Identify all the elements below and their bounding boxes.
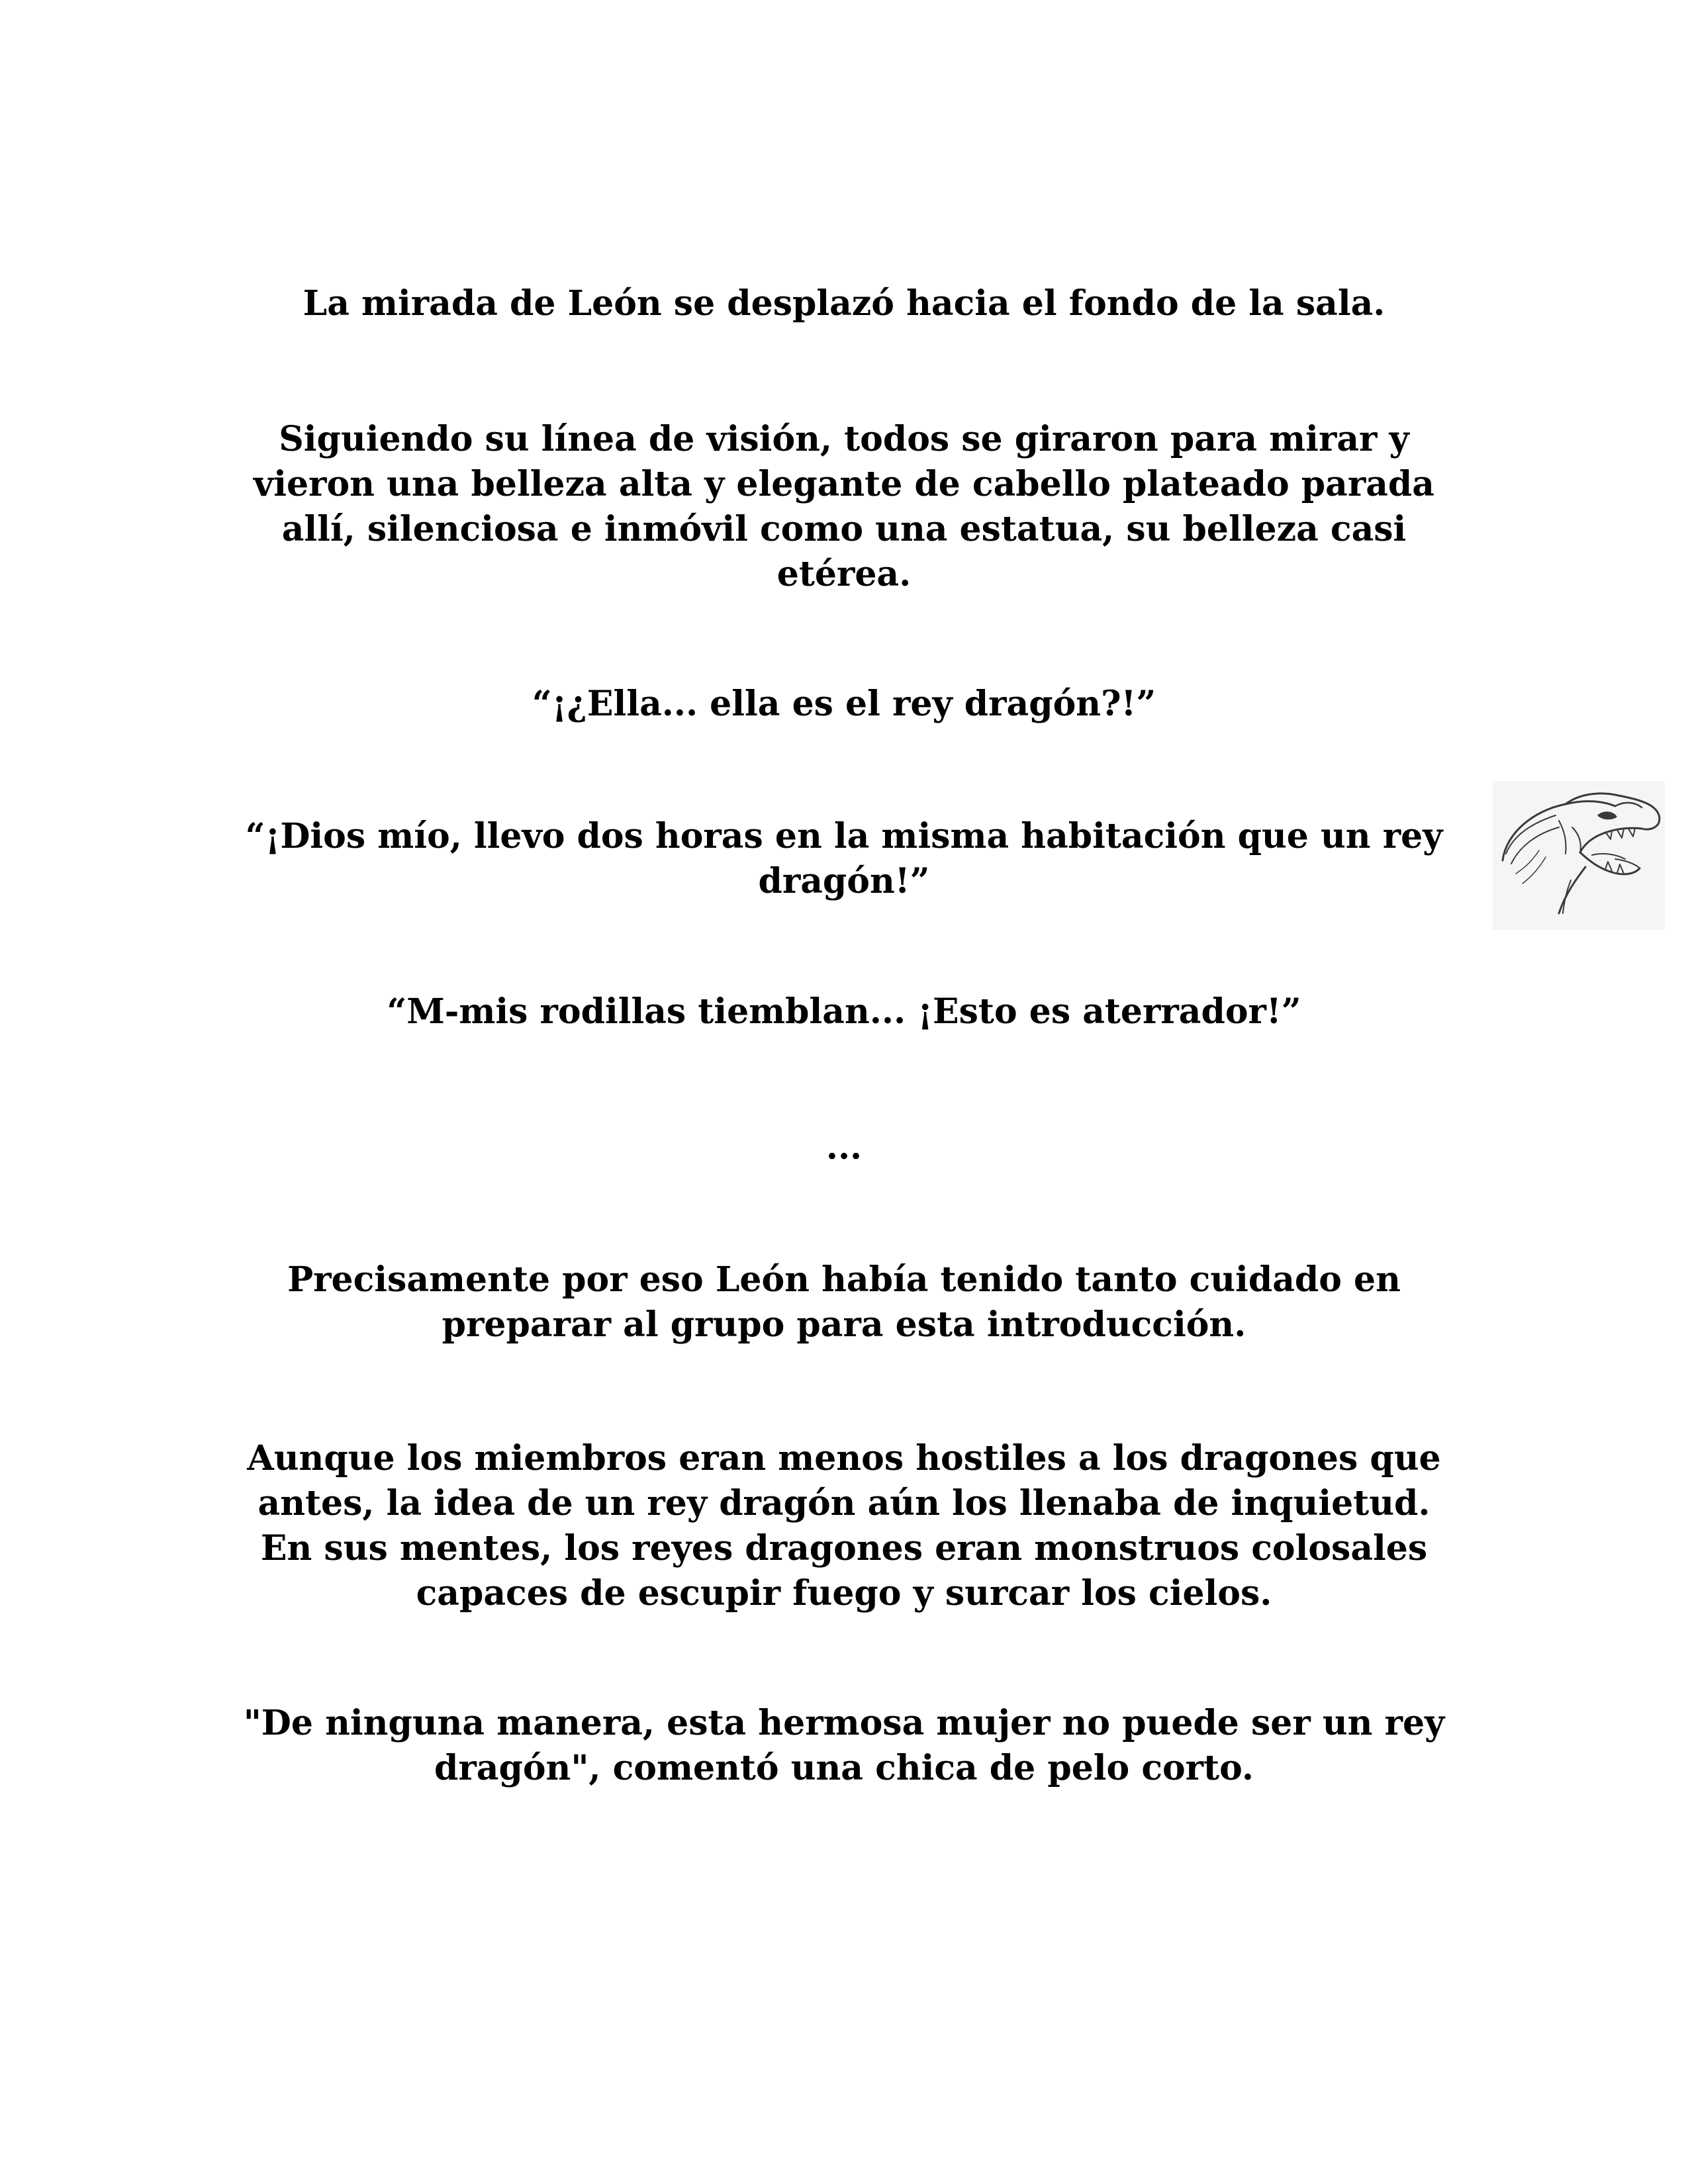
paragraph-dialogue-dragon-king-question: “¡¿Ella... ella es el rey dragón?!”	[532, 684, 1156, 724]
paragraph-dialogue-two-hours: “¡Dios mío, llevo dos horas en la misma habitación que un rey dragón!”	[245, 816, 1443, 901]
paragraph-narration-gaze: La mirada de León se desplazó hacia el fondo de la sala.	[303, 283, 1385, 324]
paragraph-narration-silver-haired-beauty: Siguiendo su línea de visión, todos se giraron para mirar y vieron una belleza alta y elegante de cabello plateado parada allí, silenciosa e inmóvil como una estatua, su belleza casi etérea.	[254, 419, 1434, 594]
paragraph-narration-dragon-kings: Aunque los miembros eran menos hostiles a los dragones que antes, la idea de un rey dragón aún los llenaba de inquietud. En sus mentes, los reyes dragones eran monstruos colosales capaces de escupir fuego y surcar los cielos.	[247, 1438, 1441, 1614]
paragraph-ellipsis: ...	[825, 1127, 863, 1167]
paragraph-narration-preparation: Precisamente por eso León había tenido tanto cuidado en preparar al grupo para esta introducción.	[287, 1259, 1401, 1345]
paragraph-dialogue-knees-trembling: “M-mis rodillas tiemblan... ¡Esto es aterrador!”	[387, 991, 1301, 1032]
paragraph-dialogue-short-haired-girl: "De ninguna manera, esta hermosa mujer no puede ser un rey dragón", comentó una chica de pelo corto.	[243, 1703, 1445, 1788]
dragon-head-sketch-icon	[1493, 781, 1665, 930]
